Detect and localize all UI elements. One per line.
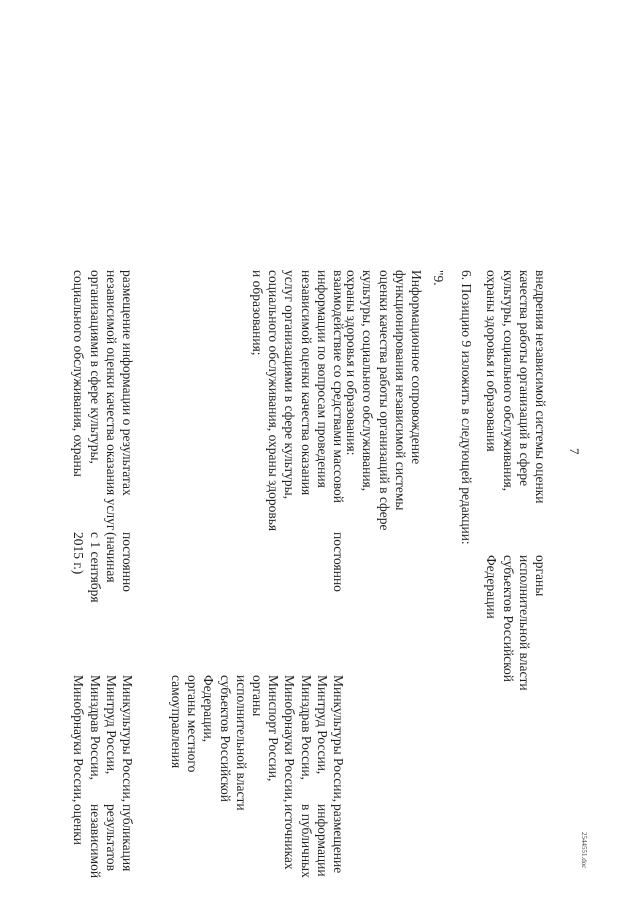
item-number: "9. — [431, 270, 446, 286]
item-title: Информационное сопровождение функционирования независимой системы оценки качества работы организаций в сфере культуры, социального обслуживания, охраны здоровья и образования: — [344, 270, 424, 531]
footer-doc-code: 2544551.doc — [580, 832, 588, 869]
row-publication-executors: Минкультуры России, Минтруд России, Минздрав России, Минобрнауки России, — [71, 675, 135, 803]
row-publication-result: публикация результатов независимой оценки — [71, 804, 135, 879]
row-publication-measure: размещение информации о результатах независимой оценки качества оказания услуг организациями в сфере культуры, социального обслуживания, охраны — [71, 270, 135, 531]
row-interaction-term: постоянно — [331, 532, 346, 592]
top-row-executors: органы исполнительной власти субъектов Российской Федерации — [484, 555, 548, 691]
row-interaction-result: размещение информации в публичных источниках — [282, 804, 346, 878]
row-publication-term: постоянно (начиная с 1 сентября 2015 г.) — [71, 532, 135, 603]
row-interaction-executors: Минкультуры России, Минтруд России, Минздрав России, Минобрнауки России, Минспорт России, органы исполнительной власти субъектов Российской Федерации, органы местного самоуправления — [168, 675, 346, 811]
section-heading: 6. Позицию 9 изложить в следующей редакции: — [459, 270, 474, 545]
top-row-measure: внедрения независимой системы оценки качества работы организаций в сфере культуры, социального обслуживания, охраны здоровья и образования — [484, 270, 548, 504]
row-interaction-measure: взаимодействие со средствами массовой информации по вопросам проведения независимой оценки качества оказания услуг организациями в сфере культуры, социального обслуживания, охраны здоровья и образования; — [249, 270, 346, 532]
page-number: 7 — [567, 448, 582, 455]
